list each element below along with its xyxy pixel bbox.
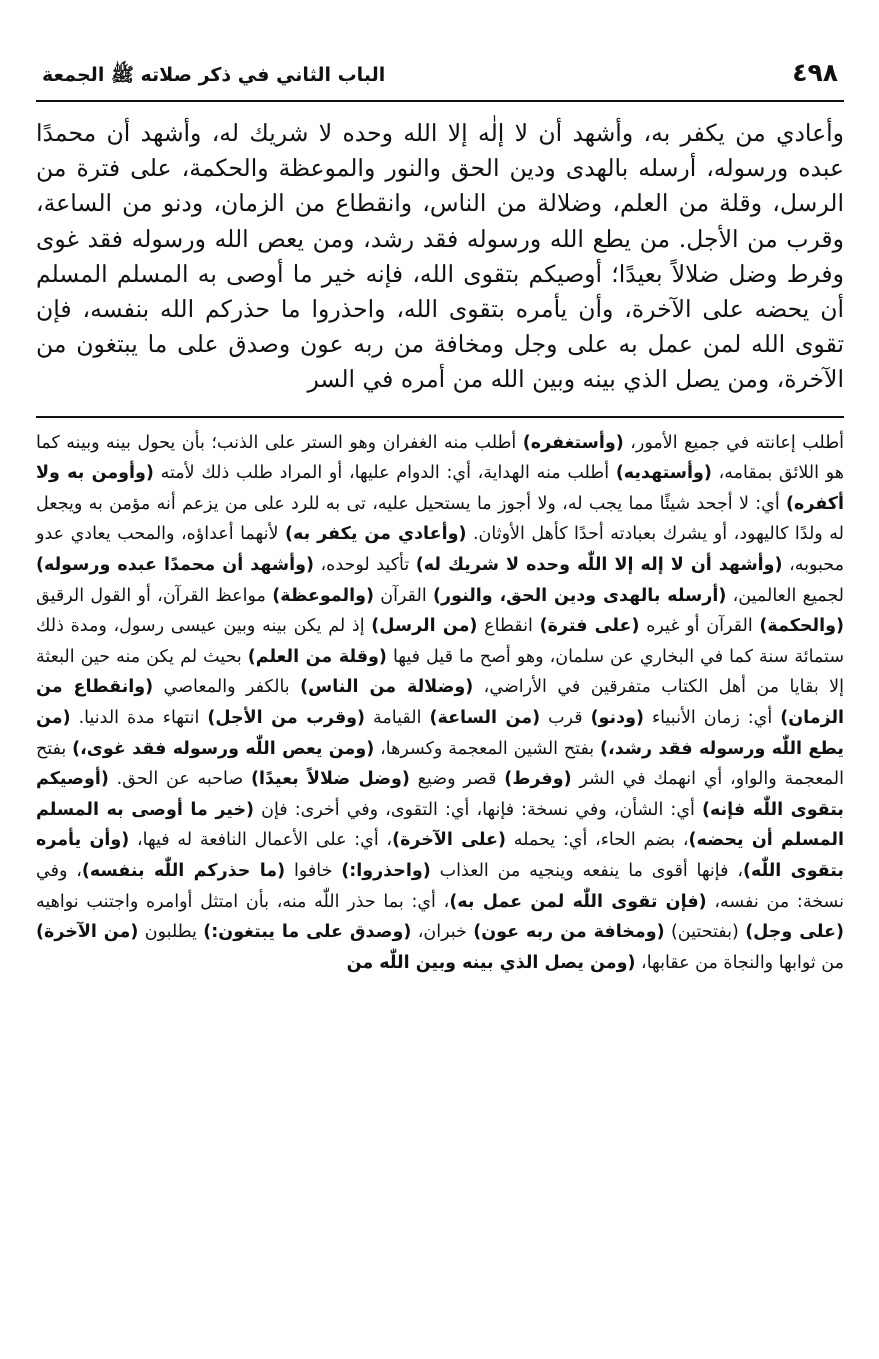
commentary-text: ، أي: بما حذر اللّٰه منه، بأن امتثل أوامره واجتنب نواهيه [36, 891, 450, 912]
commentary-lemma: (والموعظة) [272, 585, 374, 606]
main-text-paragraph: وأعادي من يكفر به، وأشهد أن لا إلٰه إلا الله وحده لا شريك له، وأشهد أن محمدًا عبده ورسوله، أرسله بالهدى ودين الحق والنور والموعظة والحكمة، على فترة من الرسل، وقلة من العلم، وضلالة من الناس، وانقطاع من الزمان، ودنو من الساعة، وقرب من الأجل. من يطع الله ورسوله فقد رشد، ومن يعص الله ورسوله فقد غوى وفرط وضل ضلالاً بعيدًا؛ أوصيكم بتقوى الله، فإنه خير ما أوصى به المسلم المسلم أن يحضه على الآخرة، وأن يأمره بتقوى الله، واحذروا ما حذركم الله بنفسه، فإن تقوى الله لمن عمل به على وجل ومخافة من ربه عون وصدق على ما يبتغون من الآخرة، ومن يصل الذي بينه وبين الله من أمره في السر [36, 119, 844, 394]
commentary-lemma: (وقلة من العلم) [247, 646, 387, 667]
commentary-text: أطلب منه الهداية، أي: الدوام عليها، أو المراد طلب ذلك لأمته [153, 463, 616, 484]
commentary-lemma: (وانقطاع من الزمان) [36, 677, 845, 728]
commentary-text: يطلبون [138, 922, 204, 943]
commentary-lemma: (على وجل) [745, 922, 844, 943]
commentary-text: ، فإنها أقوى ما ينفعه وينجيه من العذاب [430, 860, 743, 881]
commentary-lemma: (على الآخرة) [392, 830, 506, 851]
commentary-lemma: (وأشهد أن لا إله إلا اللّٰه وحده لا شريك له) [415, 555, 783, 575]
commentary-text: قرب [540, 707, 591, 728]
commentary-lemma: (واحذروا:) [341, 860, 431, 881]
commentary-lemma: (أرسله بالهدى ودين الحق، والنور) [433, 585, 727, 606]
commentary-text: أطلب إعانته في جميع الأمور، [623, 432, 844, 453]
commentary-lemma: (فإن تقوى اللّٰه لمن عمل به) [449, 891, 707, 912]
commentary-lemma: (ومن يعص اللّٰه ورسوله فقد غوى،) [72, 738, 375, 759]
commentary-lemma: (من الساعة) [429, 707, 541, 728]
commentary-text: (بفتحتين) [664, 922, 746, 943]
commentary-text: أطلب منه الغفران وهو الستر على الذنب؛ بأن يحول بينه وبينه كما هو اللائق بمقامه، [36, 432, 844, 484]
commentary-lemma: (وأن يأمره بتقوى اللّٰه) [36, 830, 844, 881]
commentary-text: إذ لم يكن بينه وبين عيسى رسول، ومدة ذلك ستمائة سنة كما في البخاري عن سلمان، وهو أصح ما قيل فيها [36, 616, 844, 667]
page-number: ٤٩٨ [792, 58, 838, 87]
commentary-block [36, 428, 844, 979]
running-header [36, 58, 844, 102]
commentary-lemma: (وأشهد أن محمدًا عبده ورسوله) [36, 555, 315, 575]
book-page [36, 58, 844, 978]
commentary-lemma: (وأعادي من يكفر به) [284, 524, 467, 545]
commentary-lemma: (ومن يصل الذي بينه وبين اللّٰه من [346, 952, 636, 973]
commentary-lemma: (وأستهديه) [615, 463, 712, 484]
commentary-text: ، أي: على الأعمال النافعة له فيها، [129, 830, 393, 851]
commentary-lemma: (وضلالة من الناس) [300, 677, 474, 698]
commentary-lemma: (وضل ضلالاً بعيدًا) [250, 769, 410, 790]
commentary-lemma: (خير ما أوصى به المسلم المسلم أن يحضه) [36, 799, 844, 851]
commentary-text: أي: زمان الأنبياء [643, 707, 781, 728]
commentary-text: بحيث لم يكن منه حين البعثة إلا بقايا من أهل الكتاب متفرقين في الأراضي، [36, 646, 844, 698]
commentary-text: بفتح الشين المعجمة وكسرها، [374, 738, 601, 759]
commentary-text: لجميع العالمين، [726, 585, 844, 606]
commentary-text: من ثوابها والنجاة من عقابها، [635, 952, 844, 973]
commentary-text: مواعظ القرآن، أو القول الرقيق [36, 585, 273, 606]
commentary-text: ، وفي نسخة: من نفسه، [36, 860, 844, 912]
commentary-lemma: (وأومن به ولا أكفره) [36, 463, 844, 514]
chapter-title: الباب الثاني في ذكر صلاته ﷺ الجمعة [42, 64, 386, 86]
commentary-text: بالكفر والمعاصي [153, 677, 301, 698]
commentary-lemma: (وفرط) [504, 769, 572, 790]
commentary-lemma: (على فترة) [539, 616, 640, 637]
commentary-text: أي: لا أجحد شيئًا مما يجب له، ولا أجوز ما يستحيل عليه، تى به للرد على من يزعم أنه مؤمن به ويجعل له ولدًا كاليهود، أو يشرك بعبادته أحدًا كأهل الأوثان. [36, 493, 844, 545]
commentary-lemma: (أوصيكم بتقوى اللّٰه فإنه) [36, 769, 844, 820]
commentary-text: القرآن [373, 585, 434, 606]
commentary-lemma: (من الآخرة) [36, 922, 139, 943]
commentary-text: انتهاء مدة الدنيا. [70, 707, 208, 728]
commentary-text: القيامة [365, 707, 430, 728]
main-text-block [36, 116, 844, 398]
commentary-lemma: (وأستغفره) [522, 432, 624, 453]
commentary-text: بفتح المعجمة والواو، أي انهمك في الشر [36, 738, 844, 790]
footnote-divider [36, 416, 844, 418]
commentary-lemma: (والحكمة) [759, 616, 844, 637]
commentary-text: قصر وضيع [409, 769, 505, 790]
commentary-text: ، بضم الحاء، أي: يحمله [505, 830, 689, 851]
commentary-lemma: (ومخافة من ربه عون) [473, 922, 665, 943]
commentary-text: خبران، [411, 922, 474, 943]
commentary-lemma: (وصدق على ما يبتغون:) [203, 922, 412, 943]
commentary-paragraph [36, 428, 844, 979]
commentary-lemma: (من الرسل) [371, 616, 478, 637]
commentary-text: القرآن أو غيره [639, 616, 760, 637]
commentary-text: خافوا [285, 860, 342, 881]
commentary-text: صاحبه عن الحق. [108, 769, 251, 790]
commentary-lemma: (ما حذركم اللّٰه بنفسه) [81, 860, 286, 881]
commentary-text: انقطاع [477, 616, 540, 637]
commentary-lemma: (ودنو) [590, 707, 644, 728]
commentary-lemma: (من يطع اللّٰه ورسوله فقد رشد،) [36, 707, 844, 759]
commentary-text: تأكيد لوحده، [314, 555, 416, 575]
commentary-lemma: (وقرب من الأجل) [207, 707, 366, 728]
commentary-text: لأنهما أعداؤه، والمحب يعادي عدو محبوبه، [36, 524, 844, 575]
commentary-text: أي: الشأن، وفي نسخة: فإنها، أي: التقوى، وفي أخرى: فإن [254, 799, 702, 820]
